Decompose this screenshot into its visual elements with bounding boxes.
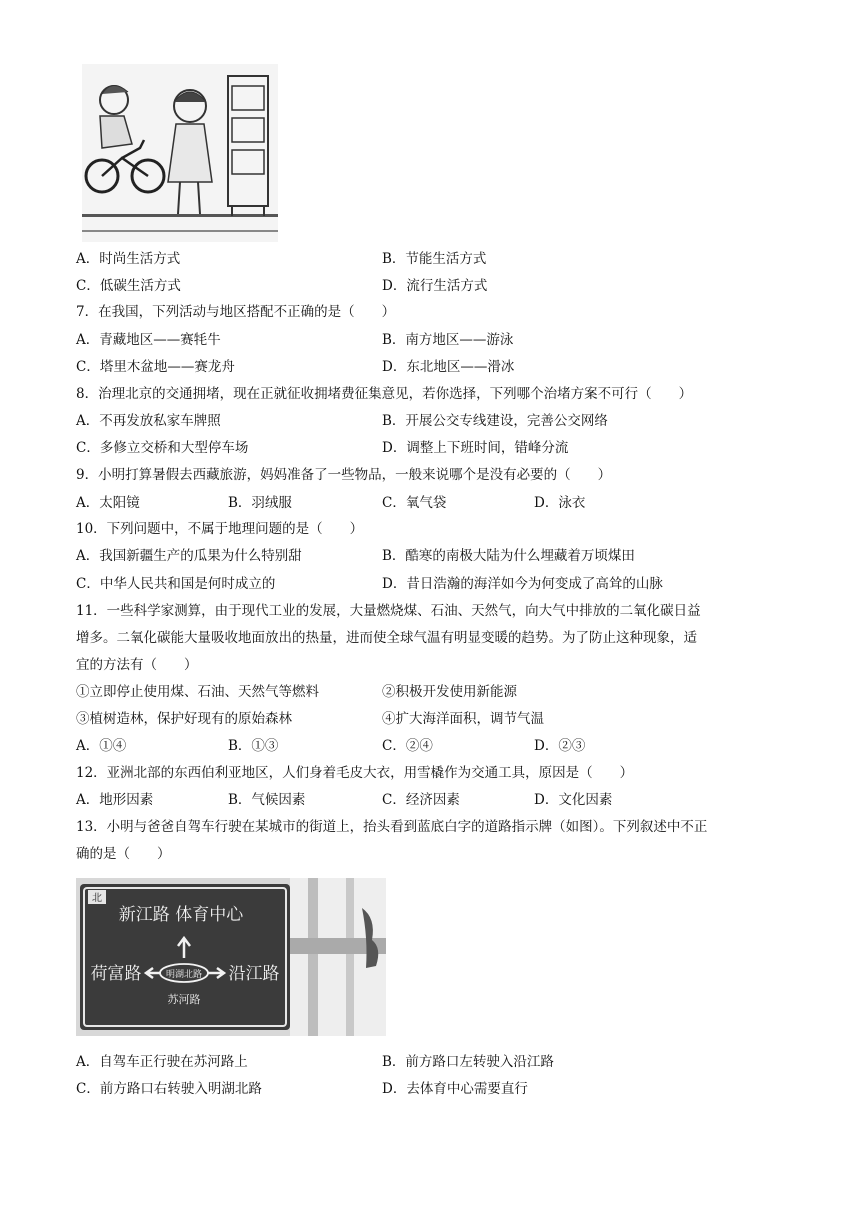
- q7-option-c[interactable]: C．塔里木盆地——赛龙舟: [76, 359, 235, 375]
- q8-stem: 8．治理北京的交通拥堵，现在正就征收拥堵费征集意见，若你选择，下列哪个治堵方案不可行（ ）: [76, 386, 693, 402]
- q8-option-a[interactable]: A．不再发放私家车牌照: [76, 413, 221, 429]
- road-sign-photo: [76, 878, 386, 1036]
- q12-option-c[interactable]: C．经济因素: [382, 792, 460, 808]
- sign-right-road: 沿江路: [228, 964, 280, 984]
- q7-option-d[interactable]: D．东北地区——滑冰: [382, 359, 515, 375]
- q9-option-a[interactable]: A．太阳镜: [76, 495, 140, 511]
- q12-option-a[interactable]: A．地形因素: [76, 792, 154, 808]
- q7-stem: 7．在我国，下列活动与地区搭配不正确的是（ ）: [76, 304, 396, 320]
- q11-stem-line-2: 增多。二氧化碳能大量吸收地面放出的热量，进而使全球气温有明显变暖的趋势。为了防止这种现象，适: [76, 630, 697, 646]
- q6-option-a[interactable]: A．时尚生活方式: [76, 251, 181, 267]
- q11-item-4: ④扩大海洋面积，调节气温: [382, 711, 544, 727]
- q13-option-c[interactable]: C．前方路口右转驶入明湖北路: [76, 1081, 262, 1097]
- q6-option-b[interactable]: B．节能生活方式: [382, 251, 487, 267]
- q11-item-1: ①立即停止使用煤、石油、天然气等燃料: [76, 684, 319, 700]
- q9-stem: 9．小明打算暑假去西藏旅游，妈妈准备了一些物品，一般来说哪个是没有必要的（ ）: [76, 467, 612, 483]
- q12-option-b[interactable]: B．气候因素: [228, 792, 306, 808]
- q11-option-d[interactable]: D．②③: [534, 738, 586, 754]
- q13-stem-line-1: 13．小明与爸爸自驾车行驶在某城市的街道上，抬头看到蓝底白字的道路指示牌（如图）。下列叙述中不正: [76, 819, 708, 835]
- q7-option-a[interactable]: A．青藏地区——赛牦牛: [76, 332, 221, 348]
- q8-option-c[interactable]: C．多修立交桥和大型停车场: [76, 440, 249, 456]
- q13-option-d[interactable]: D．去体育中心需要直行: [382, 1081, 528, 1097]
- q6-option-d[interactable]: D．流行生活方式: [382, 278, 488, 294]
- q13-option-a[interactable]: A．自驾车正行驶在苏河路上: [76, 1054, 248, 1070]
- sign-current-road: 明湖北路: [165, 970, 203, 980]
- sign-bottom-road: 苏河路: [167, 993, 201, 1006]
- sign-north-marker: 北: [92, 893, 102, 904]
- q13-option-b[interactable]: B．前方路口左转驶入沿江路: [382, 1054, 554, 1070]
- children-cycling-illustration: [82, 64, 278, 242]
- q10-option-d[interactable]: D．昔日浩瀚的海洋如今为何变成了高耸的山脉: [382, 576, 663, 592]
- q12-stem: 12．亚洲北部的东西伯利亚地区，人们身着毛皮大衣，用雪橇作为交通工具，原因是（ ）: [76, 765, 634, 781]
- q9-option-c[interactable]: C．氧气袋: [382, 495, 447, 511]
- q11-option-a[interactable]: A．①④: [76, 738, 127, 754]
- q10-option-c[interactable]: C．中华人民共和国是何时成立的: [76, 576, 276, 592]
- q11-option-c[interactable]: C．②④: [382, 738, 433, 754]
- sign-left-road: 荷富路: [90, 964, 142, 984]
- q11-item-3: ③植树造林，保护好现有的原始森林: [76, 711, 292, 727]
- q11-item-2: ②积极开发使用新能源: [382, 684, 517, 700]
- q8-option-b[interactable]: B．开展公交专线建设，完善公交网络: [382, 413, 608, 429]
- q10-option-b[interactable]: B．酷寒的南极大陆为什么埋藏着万顷煤田: [382, 548, 635, 564]
- q11-stem-line-3: 宜的方法有（ ）: [76, 657, 198, 673]
- q11-option-b[interactable]: B．①③: [228, 738, 279, 754]
- q12-option-d[interactable]: D．文化因素: [534, 792, 613, 808]
- q10-stem: 10．下列问题中，不属于地理问题的是（ ）: [76, 521, 364, 537]
- q13-stem-line-2: 确的是（ ）: [76, 846, 171, 862]
- q7-option-b[interactable]: B．南方地区——游泳: [382, 332, 514, 348]
- q11-stem-line-1: 11．一些科学家测算，由于现代工业的发展，大量燃烧煤、石油、天然气，向大气中排放的二氧化碳日益: [76, 603, 701, 619]
- q8-option-d[interactable]: D．调整上下班时间，错峰分流: [382, 440, 569, 456]
- q9-option-d[interactable]: D．泳衣: [534, 495, 586, 511]
- q6-option-c[interactable]: C．低碳生活方式: [76, 278, 181, 294]
- sign-top-destination: 新江路 体育中心: [118, 905, 244, 925]
- q10-option-a[interactable]: A．我国新疆生产的瓜果为什么特别甜: [76, 548, 302, 564]
- q9-option-b[interactable]: B．羽绒服: [228, 495, 292, 511]
